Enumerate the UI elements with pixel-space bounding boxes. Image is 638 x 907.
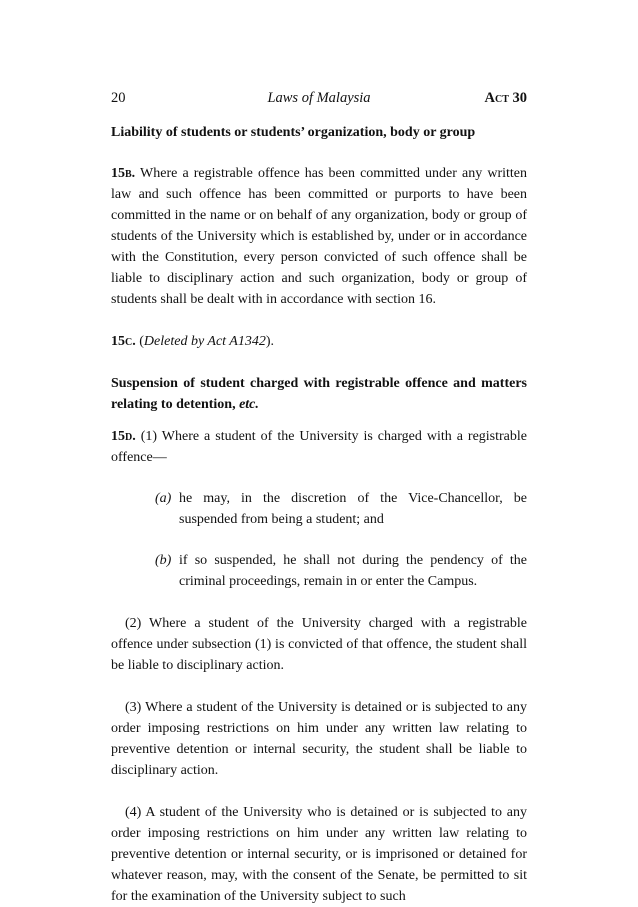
list-item [111, 550, 527, 592]
section-15d-sub1-text: (1) Where a student of the University is charged with a registrable offence— [111, 429, 527, 465]
section-15d-sub2: (2) Where a student of the University charged with a registrable offence under subsection (1) is convicted of that offence, the student shall be liable to disciplinary action. [111, 616, 527, 673]
section-15d-sub3: (3) Where a student of the University is detained or is subjected to any order imposing restrictions on him under any written law relating to preventive detention or internal security, the student shall be liable to disciplinary action. [111, 700, 527, 778]
section-15d-heading [111, 373, 527, 415]
list-item [111, 488, 527, 530]
section-15b-text: Where a registrable offence has been committed under any written law and such offence has been committed or purports to have been committed in the name or on behalf of any organization, body or group of students of the University which is established by, under or in accordance with the Constitution, every person convicted of such offence shall be liable to disciplinary action and such organization, body or group of students shall be dealt with in accordance with section 16. [111, 166, 527, 307]
section-15b-number: 15b. [111, 166, 136, 181]
section-15c-body [111, 331, 527, 352]
running-title: Laws of Malaysia [267, 90, 371, 106]
running-header [111, 88, 527, 108]
section-15d-sub4: (4) A student of the University who is detained or is subjected to any order imposing restrictions on him under any written law relating to preventive detention or internal security, or is imprisoned or detained for whatever reason, may, with the consent of the Senate, be permitted to sit for the examination of the University subject to such [111, 805, 527, 904]
section-15d-number: 15d. [111, 429, 136, 444]
section-15c-close: ). [265, 334, 275, 349]
section-15d-heading-etc: etc. [239, 397, 259, 412]
list-item-text: if so suspended, he shall not during the pendency of the criminal proceedings, remain in or enter the Campus. [179, 553, 527, 589]
list-item-label: (a) [155, 491, 172, 506]
section-15c-number: 15c. [111, 334, 136, 349]
section-15b-heading: Liability of students or students’ organization, body or group [111, 125, 476, 140]
section-15c-open: ( [139, 334, 144, 349]
act-number: Act 30 [484, 90, 527, 106]
section-15d-sub1 [111, 426, 527, 468]
section-15b-body [111, 163, 527, 310]
section-15c-deleted: Deleted by Act A1342 [143, 334, 266, 349]
document-page [111, 88, 527, 907]
list-item-label: (b) [155, 553, 172, 568]
section-15d-heading-text: Suspension of student charged with registrable offence and matters relating to detention, [111, 376, 527, 412]
list-item-text: he may, in the discretion of the Vice-Chancellor, be suspended from being a student; and [179, 491, 527, 527]
page-number: 20 [111, 90, 126, 106]
